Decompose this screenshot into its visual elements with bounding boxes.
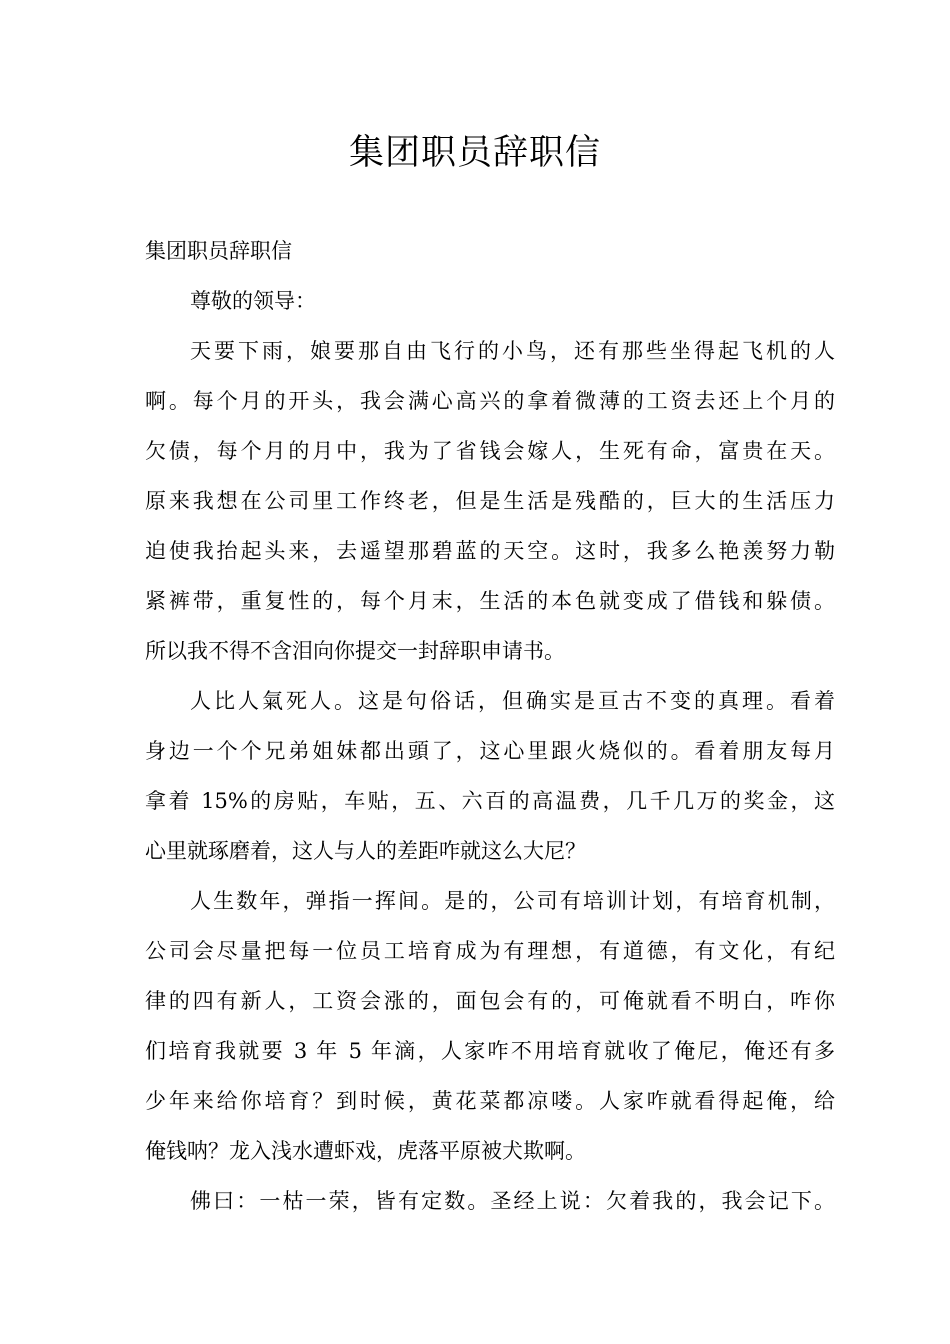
paragraph-line: 拿着 15%的房贴，车贴，五、六百的高温费，几千几万的奖金，这 (145, 789, 835, 813)
paragraph-line: 们培育我就要 3 年 5 年滴，人家咋不用培育就收了俺尼，俺还有多 (145, 1039, 835, 1063)
paragraph-line: 少年来给你培育？到时候，黄花菜都凉喽。人家咋就看得起俺，给 (145, 1089, 835, 1113)
paragraph-line: 心里就琢磨着，这人与人的差距咋就这么大尼？ (145, 839, 586, 863)
paragraph-line: 佛曰：一枯一荣，皆有定数。圣经上说：欠着我的，我会记下。 (190, 1189, 835, 1213)
paragraph-line: 天要下雨，娘要那自由飞行的小鸟，还有那些坐得起飞机的人 (190, 339, 835, 363)
paragraph-line: 啊。每个月的开头，我会满心高兴的拿着微薄的工资去还上个月的 (145, 389, 835, 413)
paragraph-line: 原来我想在公司里工作终老，但是生活是残酷的，巨大的生活压力 (145, 489, 835, 513)
paragraph-line: 人比人氣死人。这是句俗话，但确实是亘古不变的真理。看着 (190, 689, 835, 713)
paragraph-line: 公司会尽量把每一位员工培育成为有理想，有道德，有文化，有纪 (145, 939, 835, 963)
salutation: 尊敬的领导： (190, 289, 316, 313)
paragraph-line: 律的四有新人，工资会涨的，面包会有的，可俺就看不明白，咋你 (145, 989, 835, 1013)
paragraph-line: 身边一个个兄弟姐妹都出頭了，这心里跟火烧似的。看着朋友每月 (145, 739, 835, 763)
paragraph-line: 人生数年，弹指一挥间。是的，公司有培训计划，有培育机制， (190, 889, 835, 913)
document-subtitle: 集团职员辞职信 (145, 239, 292, 263)
paragraph-line: 俺钱呐？龙入浅水遭虾戏，虎落平原被犬欺啊。 (145, 1139, 586, 1163)
paragraph-line: 欠债，每个月的月中，我为了省钱会嫁人，生死有命，富贵在天。 (145, 439, 835, 463)
paragraph-line: 迫使我抬起头来，去遥望那碧蓝的天空。这时，我多么艳羡努力勒 (145, 539, 835, 563)
paragraph-line: 紧裤带，重复性的，每个月末，生活的本色就变成了借钱和躲债。 (145, 589, 835, 613)
paragraph-line: 所以我不得不含泪向你提交一封辞职申请书。 (145, 639, 565, 663)
document-title: 集团职员辞职信 (348, 133, 601, 173)
